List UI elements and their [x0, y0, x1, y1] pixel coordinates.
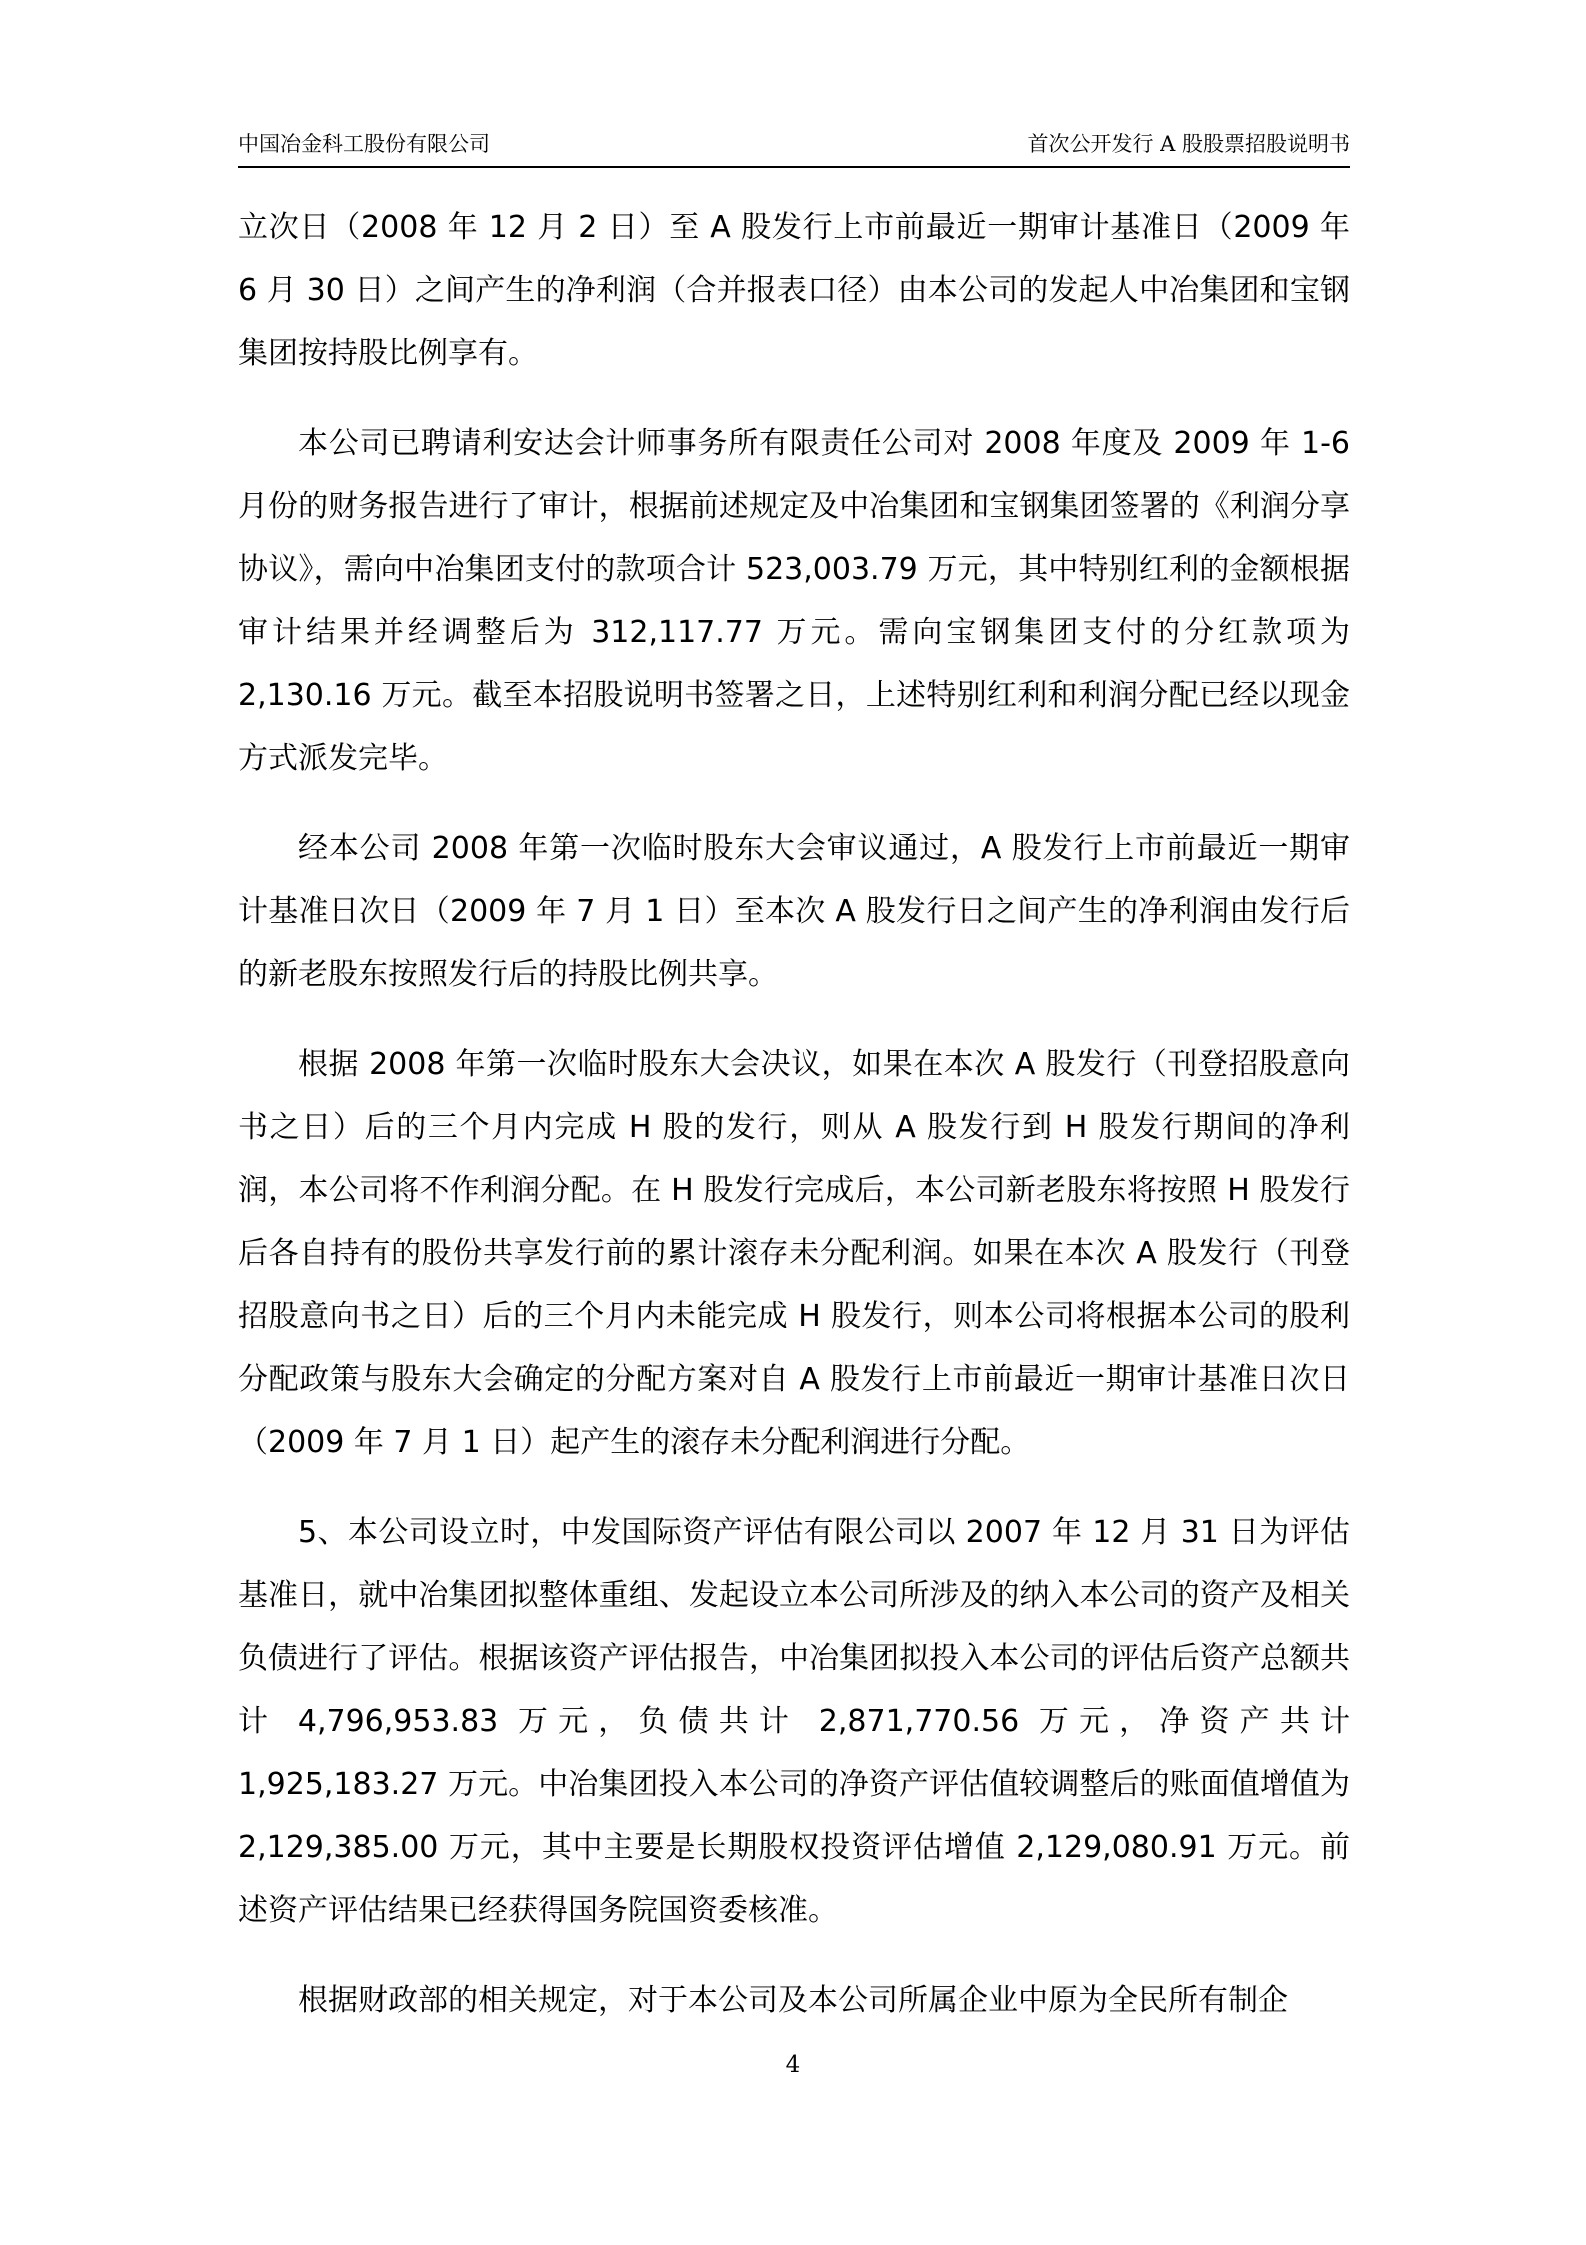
page-header	[238, 126, 1350, 168]
paragraph-continuation: 立次日（2008 年 12 月 2 日）至 A 股发行上市前最近一期审计基准日（2009 年 6 月 30 日）之间产生的净利润（合并报表口径）由本公司的发起人中冶集团和宝钢集团按持股比例享有。	[238, 210, 1350, 371]
paragraph-ministry-regulation: 根据财政部的相关规定，对于本公司及本公司所属企业中原为全民所有制企	[298, 1983, 1288, 2018]
document-body	[238, 196, 1350, 2059]
header-company-name: 中国冶金科工股份有限公司	[238, 132, 490, 156]
paragraph-audit-profit-sharing: 本公司已聘请利安达会计师事务所有限责任公司对 2008 年度及 2009 年 1-6 月份的财务报告进行了审计，根据前述规定及中冶集团和宝钢集团签署的《利润分享协议》，需向中冶集团支付的款项合计 523,003.79 万元，其中特别红利的金额根据审计结果并经调整后为 312,117.77 万元。需向宝钢集团支付的分红款项为 2,130.16 万元。截至本招股说明书签署之日，上述特别红利和利润分配已经以现金方式派发完毕。	[238, 426, 1350, 776]
paragraph-shareholder-meeting: 经本公司 2008 年第一次临时股东大会审议通过，A 股发行上市前最近一期审计基准日次日（2009 年 7 月 1 日）至本次 A 股发行日之间产生的净利润由发行后的新老股东按照发行后的持股比例共享。	[238, 831, 1350, 992]
header-document-title: 首次公开发行 A 股股票招股说明书	[1027, 132, 1350, 156]
page-number: 4	[785, 2052, 801, 2078]
paragraph-h-share-distribution: 根据 2008 年第一次临时股东大会决议，如果在本次 A 股发行（刊登招股意向书之日）后的三个月内完成 H 股的发行，则从 A 股发行到 H 股发行期间的净利润，本公司将不作利润分配。在 H 股发行完成后，本公司新老股东将按照 H 股发行后各自持有的股份共享发行前的累计滚存未分配利润。如果在本次 A 股发行（刊登招股意向书之日）后的三个月内未能完成 H 股发行，则本公司将根据本公司的股利分配政策与股东大会确定的分配方案对自 A 股发行上市前最近一期审计基准日次日（2009 年 7 月 1 日）起产生的滚存未分配利润进行分配。	[238, 1047, 1350, 1460]
paragraph-asset-valuation: 5、本公司设立时，中发国际资产评估有限公司以 2007 年 12 月 31 日为评估基准日，就中冶集团拟整体重组、发起设立本公司所涉及的纳入本公司的资产及相关负债进行了评估。根据该资产评估报告，中冶集团拟投入本公司的评估后资产总额共计 4,796,953.83 万元，负债共计 2,871,770.56 万元，净资产共计 1,925,183.27 万元。中冶集团投入本公司的净资产评估值较调整后的账面值增值为 2,129,385.00 万元，其中主要是长期股权投资评估增值 2,129,080.91 万元。前述资产评估结果已经获得国务院国资委核准。	[238, 1515, 1350, 1928]
